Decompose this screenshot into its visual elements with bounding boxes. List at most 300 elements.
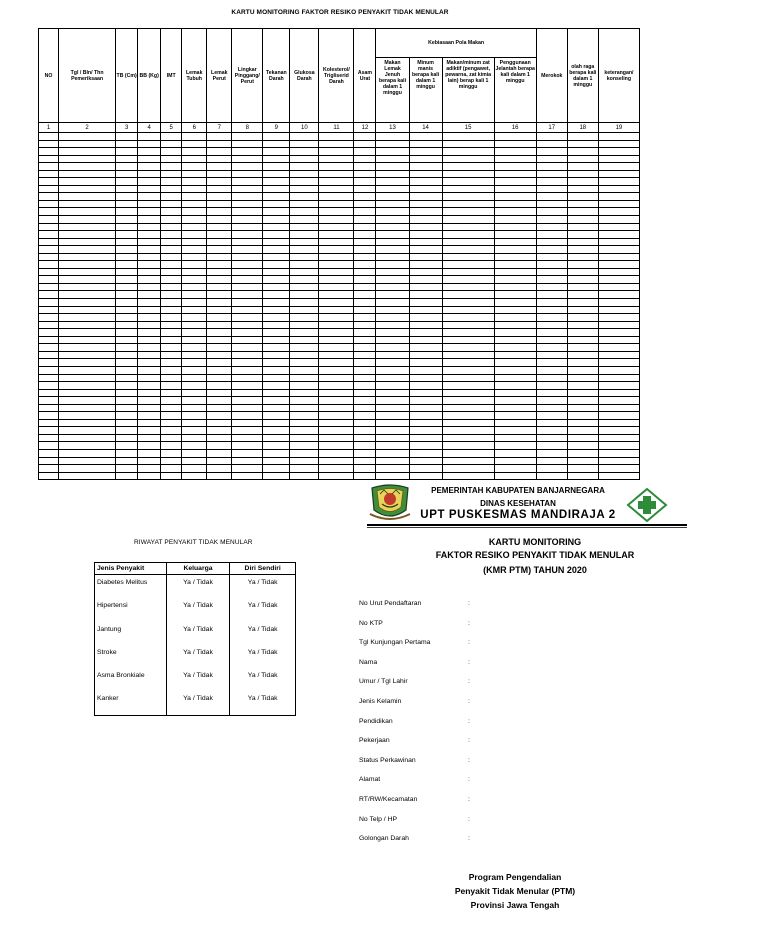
table-cell[interactable] — [319, 253, 354, 261]
table-cell[interactable] — [232, 193, 263, 201]
table-cell[interactable] — [354, 351, 376, 359]
table-cell[interactable] — [567, 321, 598, 329]
table-cell[interactable] — [116, 208, 138, 216]
table-cell[interactable] — [59, 389, 116, 397]
table-cell[interactable] — [319, 336, 354, 344]
table-cell[interactable] — [263, 291, 290, 299]
table-cell[interactable] — [138, 299, 161, 307]
table-cell[interactable] — [161, 465, 182, 473]
table-cell[interactable] — [354, 185, 376, 193]
table-cell[interactable] — [442, 374, 494, 382]
table-cell[interactable] — [207, 336, 232, 344]
table-cell[interactable] — [39, 200, 59, 208]
table-cell[interactable] — [232, 140, 263, 148]
table-cell[interactable] — [161, 163, 182, 171]
table-cell[interactable] — [442, 148, 494, 156]
table-cell[interactable] — [409, 200, 442, 208]
table-cell[interactable] — [319, 419, 354, 427]
table-cell[interactable] — [494, 412, 536, 420]
table-cell[interactable] — [598, 268, 639, 276]
table-cell[interactable] — [494, 306, 536, 314]
table-cell[interactable] — [354, 329, 376, 337]
table-cell[interactable] — [116, 133, 138, 141]
table-cell[interactable] — [116, 321, 138, 329]
table-cell[interactable] — [536, 465, 567, 473]
table-cell[interactable] — [232, 208, 263, 216]
table-cell[interactable] — [116, 140, 138, 148]
table-cell[interactable] — [207, 200, 232, 208]
table-cell[interactable] — [319, 465, 354, 473]
table-cell[interactable] — [263, 223, 290, 231]
table-cell[interactable] — [138, 170, 161, 178]
table-cell[interactable] — [232, 412, 263, 420]
table-cell[interactable] — [354, 276, 376, 284]
table-cell[interactable] — [263, 442, 290, 450]
table-cell[interactable] — [182, 442, 207, 450]
table-cell[interactable] — [207, 170, 232, 178]
table-cell[interactable] — [376, 457, 409, 465]
table-cell[interactable] — [567, 465, 598, 473]
table-cell[interactable] — [319, 291, 354, 299]
table-cell[interactable] — [116, 336, 138, 344]
table-cell[interactable] — [567, 200, 598, 208]
table-cell[interactable] — [598, 366, 639, 374]
table-cell[interactable] — [59, 465, 116, 473]
table-cell[interactable] — [116, 261, 138, 269]
table-cell[interactable] — [116, 442, 138, 450]
table-cell[interactable] — [319, 314, 354, 322]
table-cell[interactable] — [376, 374, 409, 382]
table-cell[interactable] — [116, 404, 138, 412]
table-cell[interactable] — [494, 268, 536, 276]
table-cell[interactable] — [409, 299, 442, 307]
table-cell[interactable] — [494, 133, 536, 141]
table-cell[interactable] — [494, 253, 536, 261]
table-cell[interactable] — [39, 442, 59, 450]
table-cell[interactable] — [567, 412, 598, 420]
table-cell[interactable] — [536, 246, 567, 254]
table-cell[interactable] — [207, 208, 232, 216]
table-cell[interactable] — [207, 465, 232, 473]
table-cell[interactable] — [182, 329, 207, 337]
table-cell[interactable] — [494, 261, 536, 269]
table-cell[interactable] — [442, 321, 494, 329]
table-cell[interactable] — [319, 185, 354, 193]
table-cell[interactable] — [598, 442, 639, 450]
table-cell[interactable] — [116, 314, 138, 322]
table-cell[interactable] — [567, 442, 598, 450]
table-cell[interactable] — [182, 404, 207, 412]
table-cell[interactable] — [161, 246, 182, 254]
table-cell[interactable] — [232, 382, 263, 390]
table-cell[interactable] — [354, 412, 376, 420]
table-cell[interactable] — [536, 291, 567, 299]
table-cell[interactable] — [161, 253, 182, 261]
table-cell[interactable] — [138, 314, 161, 322]
table-cell[interactable] — [39, 389, 59, 397]
table-cell[interactable] — [442, 208, 494, 216]
table-cell[interactable] — [138, 344, 161, 352]
table-cell[interactable] — [59, 449, 116, 457]
table-cell[interactable] — [232, 404, 263, 412]
table-cell[interactable] — [598, 397, 639, 405]
table-cell[interactable] — [319, 359, 354, 367]
table-cell[interactable] — [59, 382, 116, 390]
table-cell[interactable] — [442, 465, 494, 473]
table-cell[interactable] — [376, 366, 409, 374]
table-cell[interactable] — [290, 366, 319, 374]
table-cell[interactable] — [354, 223, 376, 231]
table-cell[interactable] — [161, 261, 182, 269]
table-cell[interactable] — [354, 193, 376, 201]
table-cell[interactable] — [116, 185, 138, 193]
table-cell[interactable] — [442, 178, 494, 186]
table-cell[interactable] — [376, 223, 409, 231]
form-value-field[interactable]: : — [468, 717, 470, 725]
table-cell[interactable] — [442, 193, 494, 201]
table-cell[interactable] — [116, 412, 138, 420]
table-cell[interactable] — [207, 359, 232, 367]
table-cell[interactable] — [354, 253, 376, 261]
table-cell[interactable] — [39, 321, 59, 329]
table-cell[interactable] — [494, 283, 536, 291]
table-cell[interactable] — [376, 148, 409, 156]
table-cell[interactable] — [354, 148, 376, 156]
table-cell[interactable] — [442, 472, 494, 480]
table-cell[interactable] — [567, 170, 598, 178]
table-cell[interactable] — [290, 457, 319, 465]
table-cell[interactable] — [494, 223, 536, 231]
table-cell[interactable] — [138, 208, 161, 216]
table-cell[interactable] — [376, 449, 409, 457]
table-cell[interactable] — [59, 419, 116, 427]
table-cell[interactable] — [567, 291, 598, 299]
table-cell[interactable] — [354, 268, 376, 276]
table-cell[interactable] — [138, 442, 161, 450]
table-cell[interactable] — [161, 193, 182, 201]
table-cell[interactable] — [207, 404, 232, 412]
table-cell[interactable] — [494, 472, 536, 480]
form-value-field[interactable]: : — [468, 737, 470, 745]
table-cell[interactable] — [598, 238, 639, 246]
table-cell[interactable] — [290, 231, 319, 239]
table-cell[interactable] — [567, 178, 598, 186]
table-cell[interactable] — [232, 276, 263, 284]
table-cell[interactable] — [116, 216, 138, 224]
table-cell[interactable] — [494, 314, 536, 322]
table-cell[interactable] — [567, 185, 598, 193]
table-cell[interactable] — [376, 389, 409, 397]
table-cell[interactable] — [263, 412, 290, 420]
table-cell[interactable] — [536, 442, 567, 450]
table-cell[interactable] — [182, 427, 207, 435]
table-cell[interactable] — [182, 366, 207, 374]
table-cell[interactable] — [138, 351, 161, 359]
table-cell[interactable] — [319, 246, 354, 254]
table-cell[interactable] — [409, 178, 442, 186]
table-cell[interactable] — [138, 306, 161, 314]
table-cell[interactable] — [161, 223, 182, 231]
table-cell[interactable] — [598, 306, 639, 314]
table-cell[interactable] — [232, 344, 263, 352]
table-cell[interactable] — [161, 291, 182, 299]
table-cell[interactable] — [182, 261, 207, 269]
table-cell[interactable] — [409, 449, 442, 457]
table-cell[interactable] — [290, 299, 319, 307]
table-cell[interactable] — [138, 178, 161, 186]
table-cell[interactable] — [207, 427, 232, 435]
table-cell[interactable] — [598, 193, 639, 201]
table-cell[interactable] — [598, 148, 639, 156]
table-cell[interactable] — [232, 178, 263, 186]
table-cell[interactable] — [138, 465, 161, 473]
table-cell[interactable] — [116, 163, 138, 171]
table-cell[interactable] — [161, 140, 182, 148]
table-cell[interactable] — [598, 419, 639, 427]
table-cell[interactable] — [376, 397, 409, 405]
table-cell[interactable] — [39, 148, 59, 156]
table-cell[interactable] — [207, 442, 232, 450]
table-cell[interactable] — [494, 231, 536, 239]
table-cell[interactable] — [290, 314, 319, 322]
table-cell[interactable] — [161, 344, 182, 352]
table-cell[interactable] — [207, 193, 232, 201]
table-cell[interactable] — [494, 449, 536, 457]
table-cell[interactable] — [376, 442, 409, 450]
table-cell[interactable] — [290, 472, 319, 480]
table-cell[interactable] — [59, 306, 116, 314]
table-cell[interactable] — [290, 216, 319, 224]
table-cell[interactable] — [567, 419, 598, 427]
table-cell[interactable] — [409, 163, 442, 171]
table-cell[interactable] — [376, 253, 409, 261]
table-cell[interactable] — [263, 200, 290, 208]
table-cell[interactable] — [161, 412, 182, 420]
table-cell[interactable] — [376, 170, 409, 178]
table-cell[interactable] — [409, 231, 442, 239]
form-value-field[interactable]: : — [468, 697, 470, 705]
table-cell[interactable] — [494, 465, 536, 473]
table-cell[interactable] — [39, 299, 59, 307]
table-cell[interactable] — [354, 238, 376, 246]
table-cell[interactable] — [263, 306, 290, 314]
table-cell[interactable] — [598, 359, 639, 367]
table-cell[interactable] — [376, 336, 409, 344]
table-cell[interactable] — [39, 434, 59, 442]
table-cell[interactable] — [138, 148, 161, 156]
table-cell[interactable] — [567, 374, 598, 382]
table-cell[interactable] — [494, 148, 536, 156]
table-cell[interactable] — [207, 185, 232, 193]
table-cell[interactable] — [536, 155, 567, 163]
table-cell[interactable] — [376, 238, 409, 246]
table-cell[interactable] — [290, 193, 319, 201]
table-cell[interactable] — [442, 231, 494, 239]
table-cell[interactable] — [598, 208, 639, 216]
table-cell[interactable] — [598, 389, 639, 397]
table-cell[interactable] — [182, 208, 207, 216]
table-cell[interactable] — [442, 216, 494, 224]
table-cell[interactable] — [319, 389, 354, 397]
table-cell[interactable] — [567, 306, 598, 314]
table-cell[interactable] — [263, 299, 290, 307]
table-cell[interactable] — [290, 329, 319, 337]
table-cell[interactable] — [207, 163, 232, 171]
table-cell[interactable] — [319, 404, 354, 412]
table-cell[interactable] — [409, 314, 442, 322]
table-cell[interactable] — [442, 238, 494, 246]
table-cell[interactable] — [39, 465, 59, 473]
table-cell[interactable] — [207, 329, 232, 337]
table-cell[interactable] — [263, 457, 290, 465]
table-cell[interactable] — [567, 148, 598, 156]
table-cell[interactable] — [232, 148, 263, 156]
table-cell[interactable] — [290, 140, 319, 148]
table-cell[interactable] — [409, 223, 442, 231]
table-cell[interactable] — [207, 140, 232, 148]
table-cell[interactable] — [116, 246, 138, 254]
table-cell[interactable] — [232, 374, 263, 382]
table-cell[interactable] — [161, 442, 182, 450]
table-cell[interactable] — [138, 449, 161, 457]
table-cell[interactable] — [207, 299, 232, 307]
table-cell[interactable] — [39, 216, 59, 224]
table-cell[interactable] — [207, 253, 232, 261]
table-cell[interactable] — [319, 457, 354, 465]
table-cell[interactable] — [536, 148, 567, 156]
table-cell[interactable] — [319, 133, 354, 141]
table-cell[interactable] — [59, 351, 116, 359]
table-cell[interactable] — [598, 329, 639, 337]
table-cell[interactable] — [536, 359, 567, 367]
table-cell[interactable] — [207, 389, 232, 397]
table-cell[interactable] — [138, 419, 161, 427]
table-cell[interactable] — [182, 397, 207, 405]
table-cell[interactable] — [207, 434, 232, 442]
table-cell[interactable] — [409, 291, 442, 299]
table-cell[interactable] — [376, 261, 409, 269]
table-cell[interactable] — [290, 185, 319, 193]
table-cell[interactable] — [536, 185, 567, 193]
table-cell[interactable] — [161, 216, 182, 224]
table-cell[interactable] — [354, 291, 376, 299]
table-cell[interactable] — [442, 163, 494, 171]
table-cell[interactable] — [409, 306, 442, 314]
table-cell[interactable] — [376, 465, 409, 473]
table-cell[interactable] — [598, 314, 639, 322]
table-cell[interactable] — [567, 246, 598, 254]
table-cell[interactable] — [442, 404, 494, 412]
table-cell[interactable] — [376, 329, 409, 337]
table-cell[interactable] — [290, 268, 319, 276]
table-cell[interactable] — [232, 427, 263, 435]
table-cell[interactable] — [567, 434, 598, 442]
table-cell[interactable] — [290, 178, 319, 186]
table-cell[interactable] — [59, 472, 116, 480]
table-cell[interactable] — [494, 434, 536, 442]
table-cell[interactable] — [232, 351, 263, 359]
table-cell[interactable] — [567, 359, 598, 367]
table-cell[interactable] — [263, 283, 290, 291]
table-cell[interactable] — [376, 382, 409, 390]
table-cell[interactable] — [319, 434, 354, 442]
table-cell[interactable] — [59, 148, 116, 156]
table-cell[interactable] — [59, 291, 116, 299]
table-cell[interactable] — [59, 366, 116, 374]
table-cell[interactable] — [376, 208, 409, 216]
table-cell[interactable] — [494, 193, 536, 201]
table-cell[interactable] — [354, 140, 376, 148]
table-cell[interactable] — [263, 314, 290, 322]
table-cell[interactable] — [182, 359, 207, 367]
table-cell[interactable] — [319, 397, 354, 405]
table-cell[interactable] — [182, 200, 207, 208]
table-cell[interactable] — [409, 170, 442, 178]
table-cell[interactable] — [409, 283, 442, 291]
table-cell[interactable] — [232, 449, 263, 457]
keluarga-choice[interactable]: Ya / Tidak — [166, 622, 230, 645]
table-cell[interactable] — [182, 382, 207, 390]
table-cell[interactable] — [232, 359, 263, 367]
table-cell[interactable] — [290, 148, 319, 156]
table-cell[interactable] — [138, 246, 161, 254]
table-cell[interactable] — [319, 344, 354, 352]
table-cell[interactable] — [567, 231, 598, 239]
table-cell[interactable] — [442, 185, 494, 193]
table-cell[interactable] — [59, 140, 116, 148]
table-cell[interactable] — [354, 231, 376, 239]
table-cell[interactable] — [598, 427, 639, 435]
table-cell[interactable] — [207, 291, 232, 299]
table-cell[interactable] — [598, 133, 639, 141]
table-cell[interactable] — [116, 359, 138, 367]
table-cell[interactable] — [182, 155, 207, 163]
table-cell[interactable] — [409, 216, 442, 224]
table-cell[interactable] — [536, 170, 567, 178]
table-cell[interactable] — [290, 344, 319, 352]
table-cell[interactable] — [232, 238, 263, 246]
table-cell[interactable] — [39, 344, 59, 352]
table-cell[interactable] — [138, 366, 161, 374]
table-cell[interactable] — [263, 374, 290, 382]
table-cell[interactable] — [116, 449, 138, 457]
form-value-field[interactable]: : — [468, 619, 470, 627]
table-cell[interactable] — [116, 268, 138, 276]
table-cell[interactable] — [263, 359, 290, 367]
table-cell[interactable] — [59, 283, 116, 291]
table-cell[interactable] — [116, 291, 138, 299]
table-cell[interactable] — [567, 208, 598, 216]
table-cell[interactable] — [39, 397, 59, 405]
table-cell[interactable] — [161, 306, 182, 314]
table-cell[interactable] — [263, 382, 290, 390]
table-cell[interactable] — [442, 389, 494, 397]
table-cell[interactable] — [232, 231, 263, 239]
table-cell[interactable] — [116, 238, 138, 246]
table-cell[interactable] — [598, 216, 639, 224]
table-cell[interactable] — [494, 163, 536, 171]
table-cell[interactable] — [182, 133, 207, 141]
table-cell[interactable] — [354, 261, 376, 269]
table-cell[interactable] — [232, 223, 263, 231]
table-cell[interactable] — [232, 306, 263, 314]
table-cell[interactable] — [232, 329, 263, 337]
table-cell[interactable] — [290, 291, 319, 299]
table-cell[interactable] — [376, 306, 409, 314]
table-cell[interactable] — [116, 193, 138, 201]
table-cell[interactable] — [290, 170, 319, 178]
table-cell[interactable] — [207, 223, 232, 231]
